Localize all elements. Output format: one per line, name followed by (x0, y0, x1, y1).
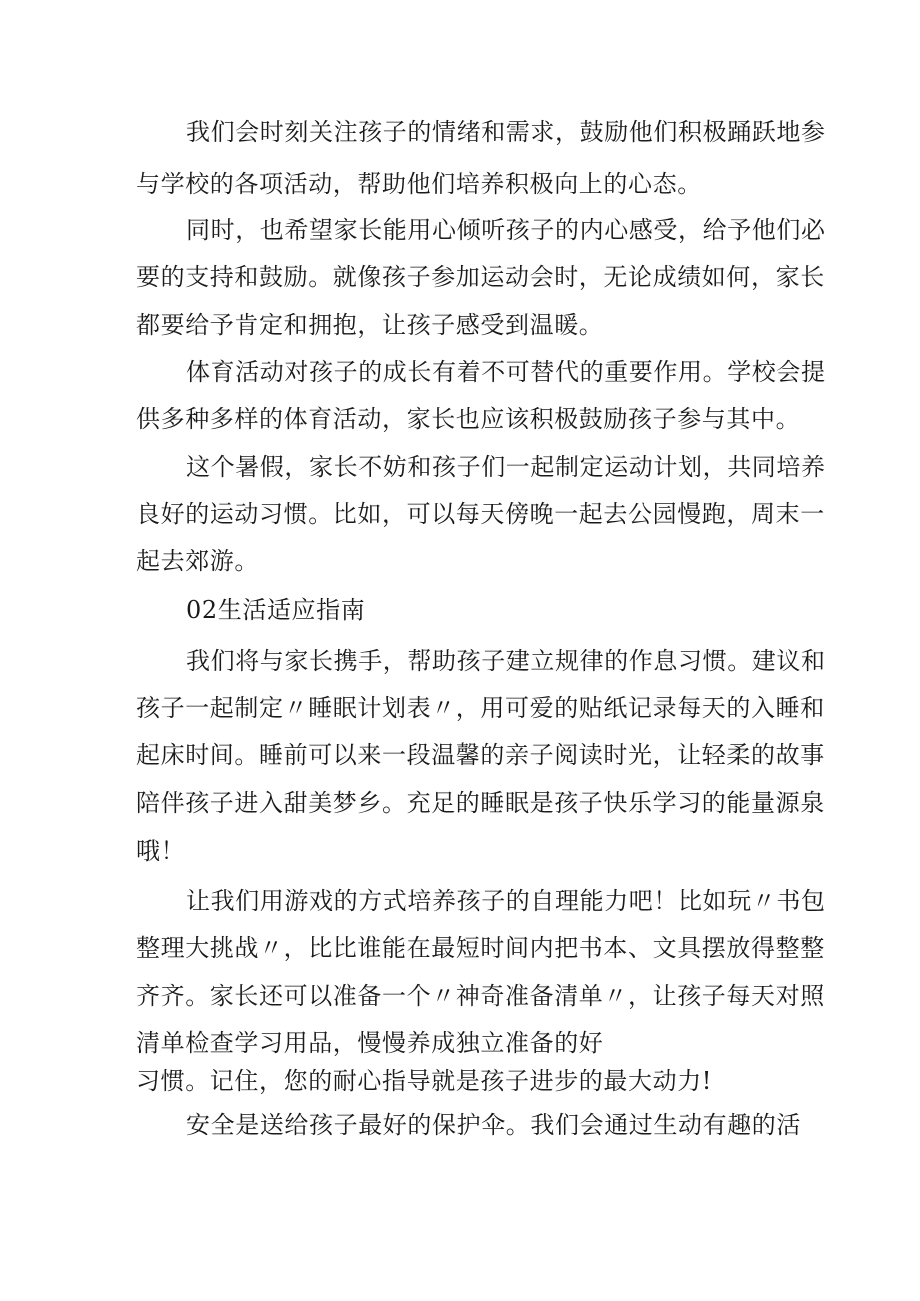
paragraph-3-line-1: 体育活动对孩子的成长有着不可替代的重要作用。学校会提 (186, 358, 826, 386)
paragraph-6-line-2: 整理大挑战〃，比比谁能在最短时间内把书本、文具摆放得整整 (136, 934, 825, 962)
paragraph-1-line-2: 与学校的各项活动，帮助他们培养积极向上的心态。 (136, 170, 702, 198)
paragraph-5-line-3: 起床时间。睡前可以来一段温馨的亲子阅读时光，让轻柔的故事 (136, 741, 825, 769)
paragraph-2-line-1: 同时，也希望家长能用心倾听孩子的内心感受，给予他们必 (186, 216, 826, 244)
paragraph-6-line-1: 让我们用游戏的方式培养孩子的自理能力吧！比如玩〃书包 (186, 887, 826, 915)
paragraph-4-line-3: 起去郊游。 (136, 547, 259, 575)
paragraph-2-line-3: 都要给予肯定和拥抱，让孩子感受到温暖。 (136, 311, 604, 339)
section-heading: 02生活适应指南 (186, 596, 366, 624)
paragraph-5-line-5: 哦！ (136, 837, 186, 865)
paragraph-1-line-1: 我们会时刻关注孩子的情绪和需求，鼓励他们积极踊跃地参 (186, 118, 826, 146)
paragraph-5-line-4: 陪伴孩子进入甜美梦乡。充足的睡眠是孩子快乐学习的能量源泉 (136, 789, 825, 817)
paragraph-6-line-4: 清单检查学习用品，慢慢养成独立准备的好 (136, 1029, 604, 1057)
paragraph-5-line-2: 孩子一起制定〃睡眠计划表〃，用可爱的贴纸记录每天的入睡和 (136, 694, 825, 722)
paragraph-7-line-1: 安全是送给孩子最好的保护伞。我们会通过生动有趣的活 (186, 1111, 801, 1139)
paragraph-2-line-2: 要的支持和鼓励。就像孩子参加运动会时，无论成绩如何，家长 (136, 263, 825, 291)
paragraph-3-line-2: 供多种多样的体育活动，家长也应该积极鼓励孩子参与其中。 (136, 405, 801, 433)
paragraph-4-line-2: 良好的运动习惯。比如，可以每天傍晚一起去公园慢跑，周末一 (136, 500, 825, 528)
paragraph-6-line-3: 齐齐。家长还可以准备一个〃神奇准备清单〃，让孩子每天对照 (136, 982, 825, 1010)
paragraph-4-line-1: 这个暑假，家长不妨和孩子们一起制定运动计划，共同培养 (186, 453, 826, 481)
paragraph-6-line-5: 习惯。记住，您的耐心指导就是孩子进步的最大动力! (136, 1067, 713, 1095)
paragraph-5-line-1: 我们将与家长携手，帮助孩子建立规律的作息习惯。建议和 (186, 647, 826, 675)
